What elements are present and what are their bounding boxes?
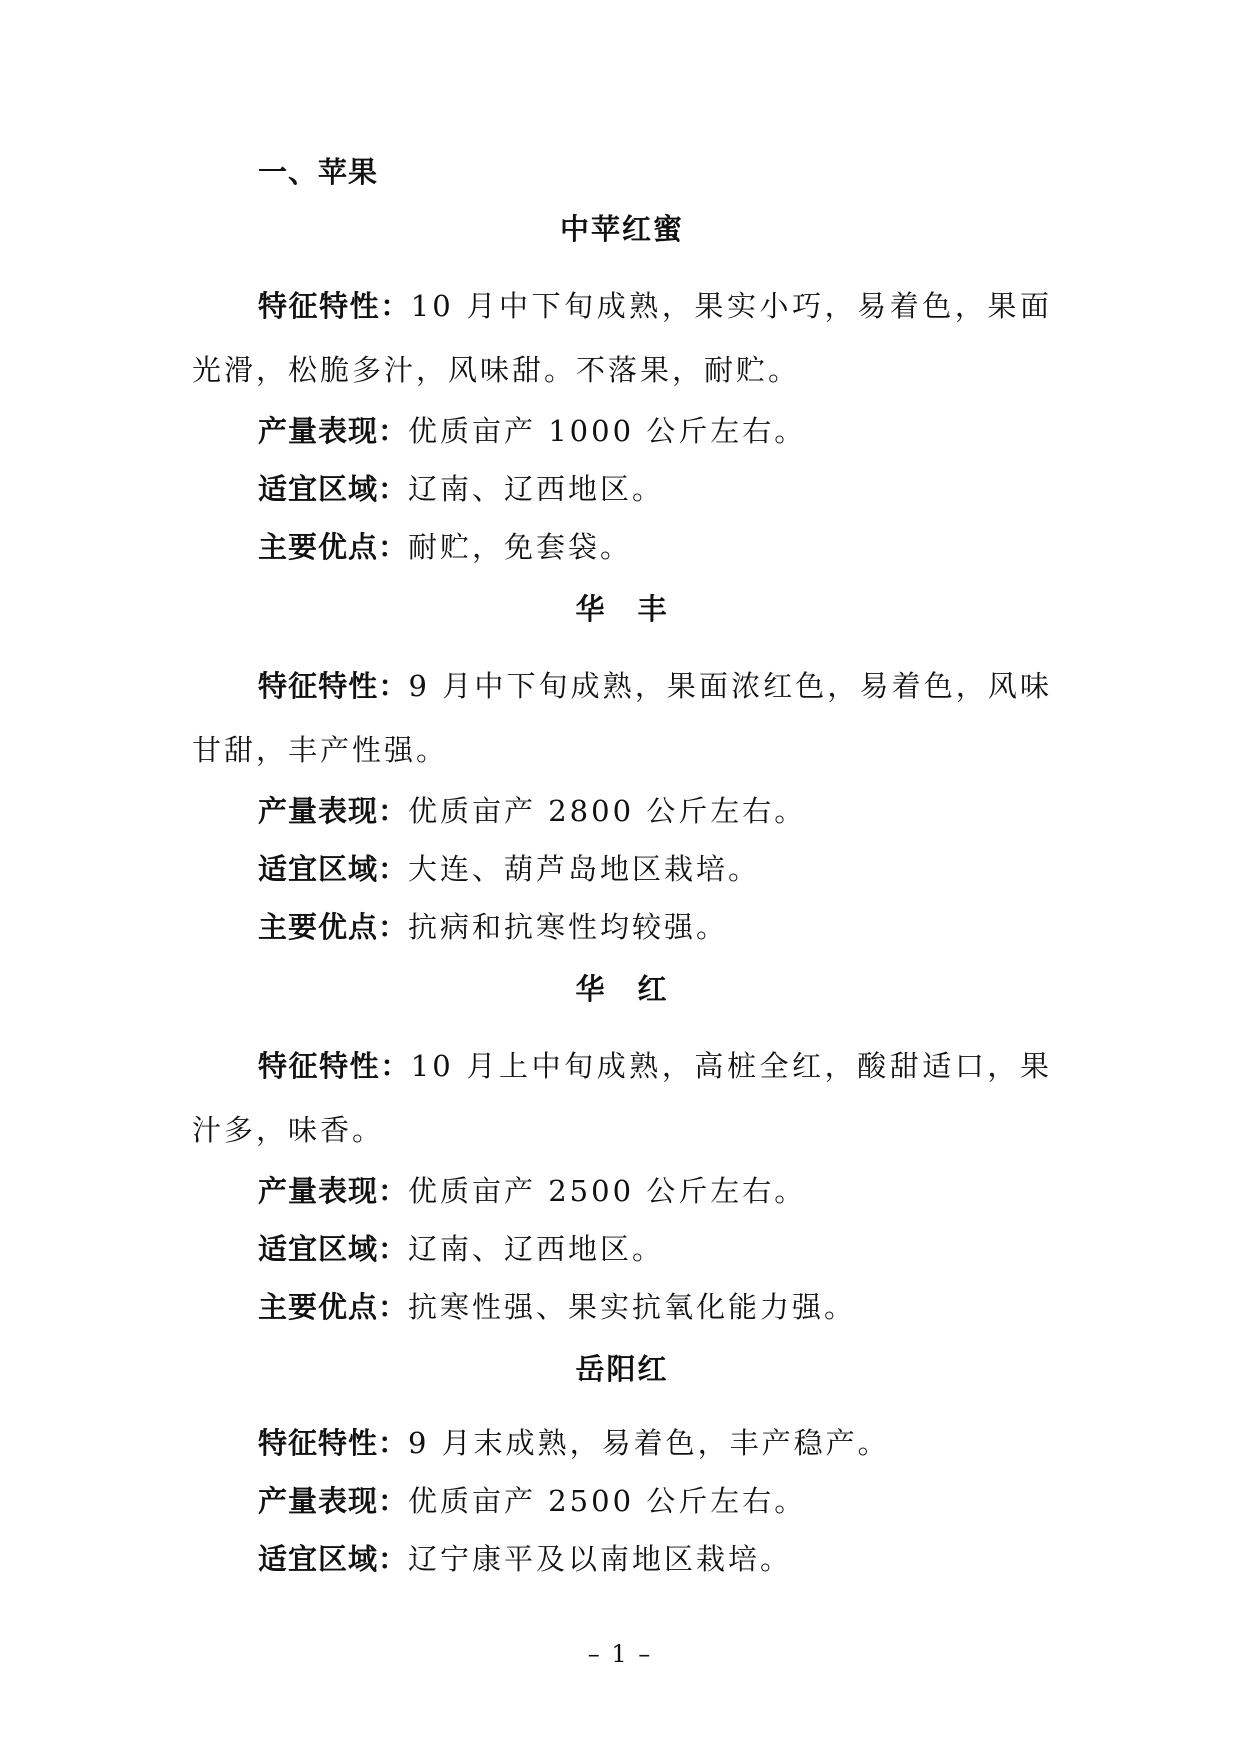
field-region (192, 1220, 1052, 1278)
field-advantages (192, 1278, 1052, 1336)
field-text: 大连、葫芦岛地区栽培。 (408, 852, 761, 886)
field-text: 辽南、辽西地区。 (408, 1232, 665, 1266)
field-label: 适宜区域： (258, 472, 409, 506)
page-number: – 1 – (587, 1640, 653, 1668)
variety-block (192, 214, 1052, 576)
field-advantages (192, 518, 1052, 576)
field-text: 抗寒性强、果实抗氧化能力强。 (408, 1290, 857, 1324)
field-label: 适宜区域： (258, 852, 409, 886)
variety-block (192, 974, 1052, 1336)
field-text: 辽宁康平及以南地区栽培。 (408, 1542, 793, 1576)
variety-title: 华 丰 (575, 592, 669, 626)
variety-block (192, 594, 1052, 956)
variety-title: 岳阳红 (575, 1352, 669, 1386)
field-label: 产量表现： (258, 1484, 409, 1518)
variety-title: 华 红 (575, 972, 669, 1006)
field-text: 辽南、辽西地区。 (408, 472, 665, 506)
field-text: 优质亩产 2800 公斤左右。 (408, 794, 807, 828)
field-label: 产量表现： (258, 1174, 409, 1208)
field-label: 主要优点： (258, 1290, 409, 1324)
field-label: 特征特性： (258, 289, 411, 323)
field-characteristics (192, 274, 1052, 402)
field-label: 主要优点： (258, 530, 409, 564)
field-text: 耐贮，免套袋。 (408, 530, 633, 564)
field-yield (192, 402, 1052, 460)
field-text: 10 月上中旬成熟，高桩全红，酸甜适口，果汁多，味香。 (192, 1049, 1052, 1147)
field-region (192, 460, 1052, 518)
field-label: 适宜区域： (258, 1232, 409, 1266)
document-content (192, 155, 1052, 1606)
field-label: 适宜区域： (258, 1542, 409, 1576)
field-label: 特征特性： (258, 1049, 411, 1083)
field-yield (192, 1472, 1052, 1530)
variety-block (192, 1354, 1052, 1588)
field-text: 优质亩产 2500 公斤左右。 (408, 1484, 807, 1518)
variety-title: 中苹红蜜 (559, 212, 684, 246)
field-label: 产量表现： (258, 794, 409, 828)
field-region (192, 1530, 1052, 1588)
field-text: 9 月中下旬成熟，果面浓红色，易着色，风味甘甜，丰产性强。 (192, 669, 1052, 767)
field-characteristics (192, 1414, 1052, 1472)
field-advantages (192, 898, 1052, 956)
field-region (192, 840, 1052, 898)
field-text: 10 月中下旬成熟，果实小巧，易着色，果面光滑，松脆多汁，风味甜。不落果，耐贮。 (192, 289, 1052, 387)
field-text: 抗病和抗寒性均较强。 (408, 910, 729, 944)
field-label: 产量表现： (258, 414, 409, 448)
field-label: 主要优点： (258, 910, 409, 944)
field-text: 优质亩产 1000 公斤左右。 (408, 414, 807, 448)
field-yield (192, 1162, 1052, 1220)
section-title: 一、苹果 (258, 155, 379, 189)
field-yield (192, 782, 1052, 840)
field-characteristics (192, 1034, 1052, 1162)
field-characteristics (192, 654, 1052, 782)
field-label: 特征特性： (258, 669, 409, 703)
field-label: 特征特性： (258, 1426, 409, 1460)
field-text: 优质亩产 2500 公斤左右。 (408, 1174, 807, 1208)
field-text: 9 月末成熟，易着色，丰产稳产。 (408, 1426, 890, 1460)
